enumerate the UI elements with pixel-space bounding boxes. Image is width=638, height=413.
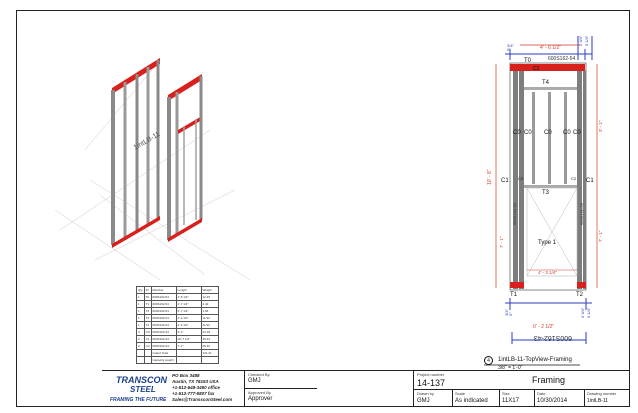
member-C0-b: C0 (524, 130, 532, 136)
cell-member: 600S162-33 (151, 336, 176, 343)
table-row (137, 336, 219, 343)
cell-member: 600S162-54 (151, 308, 176, 315)
cell-id: T4 (145, 323, 150, 327)
view-title[interactable]: 1intLB-11-TopView-Framing (498, 357, 572, 363)
left-lower-dim: 7' - 1" (499, 236, 504, 248)
address-line-1: PO Box 3488 (172, 373, 200, 378)
table-row (137, 315, 219, 322)
table-row (137, 322, 219, 329)
table-row (137, 308, 219, 315)
bottom-right-dim-a: 0 3/4" (580, 307, 585, 318)
member-C0-a: C0 (513, 130, 521, 136)
left-side-dim-a: 3/4" (507, 43, 514, 48)
height-dim-text: 10' - 8" (487, 169, 493, 185)
opening-type-label: Type 1 (538, 240, 557, 246)
member-C2-top: C2 (533, 66, 540, 72)
header-length: Length (176, 287, 201, 294)
stud-label-left: 600S162-33 (512, 203, 517, 225)
cell-member: Grand Total (151, 350, 176, 357)
cell-member: 600S162-54 (151, 315, 176, 322)
cell-length: 4'-5 1/2" (176, 294, 201, 301)
cell-qty (137, 357, 145, 364)
table-row (137, 343, 219, 350)
member-C0-d: C0 (563, 130, 571, 136)
cell-weight: 39.34 (201, 336, 218, 343)
bottom-track-T2[interactable] (577, 282, 586, 288)
table-row (137, 301, 219, 308)
cell-weight: 1.66 (201, 308, 218, 315)
stud-C0-2[interactable] (548, 92, 551, 184)
company-name: TRANSCON (116, 375, 167, 385)
company-tagline: FRAMING THE FUTURE (110, 397, 167, 403)
top-dim-text: 4' - 6 1/2" (540, 45, 562, 51)
track-T3[interactable] (524, 185, 577, 188)
stud-C0-3[interactable] (564, 92, 567, 184)
address-line-4: +1-512-777-5807 fax (172, 391, 215, 396)
cell-length: 4'-3 1/4" (176, 315, 201, 322)
cell-length: 4'-3 1/4" (176, 322, 201, 329)
cell-id (144, 350, 151, 357)
cell-length: 7'-1" (176, 343, 201, 350)
header-member: Member (151, 287, 176, 294)
header-qty: Qty (138, 288, 143, 292)
scale-value: As indicated (455, 398, 488, 404)
bottom-track-T1[interactable] (510, 282, 524, 288)
cell-weight: 23.18 (201, 329, 218, 336)
table-row (137, 294, 219, 301)
checked-by-label: Checked By (248, 372, 270, 377)
member-T4: T4 (542, 80, 550, 86)
parts-table-body (137, 287, 219, 364)
member-C0-e: C0 (573, 130, 581, 136)
member-T0: T0 (524, 58, 532, 64)
bottom-dimensions (505, 298, 592, 310)
cell-member: 600S162-33 (151, 329, 176, 336)
right-side-dim-a: 0 3/4" (578, 35, 583, 46)
view-number: 4 (484, 356, 493, 365)
parts-table-header (137, 287, 219, 294)
cell-qty: 1 (137, 308, 145, 315)
drawn-by-value: GMJ (417, 398, 430, 404)
stud-C2-right[interactable] (577, 71, 582, 289)
drawn-by-label: Drawn by (417, 391, 434, 396)
cell-id: T1 (145, 302, 150, 306)
drawing-number-label: Drawing number (587, 391, 617, 396)
cell-id (144, 357, 151, 364)
table-row (137, 357, 219, 364)
right-upper-dim: 3' - 1" (598, 120, 603, 132)
cell-id: T3 (145, 316, 150, 320)
right-side-dim-b: 0 1/4" (584, 35, 589, 46)
address-line-2: Austin, TX 78153 USA (172, 379, 219, 384)
cell-length (176, 357, 201, 364)
bottom-left-dim-b: 0" (508, 312, 513, 316)
cell-member: 600S162-54 (151, 301, 176, 308)
cell-length: 0'-7 1/4" (176, 308, 201, 315)
member-T3: T3 (542, 190, 550, 196)
member-C2-left-lbl: C2 (518, 176, 524, 181)
title-block (102, 370, 629, 406)
cell-qty: 2 (137, 343, 145, 350)
size-label: Size (502, 391, 510, 396)
right-lower-dim: 7' - 1" (598, 230, 603, 242)
cell-member: Capacity weight (151, 357, 176, 364)
cell-weight: 131.21 (201, 350, 218, 357)
left-side-dim-b: 0" (507, 47, 511, 52)
cell-weight: 11.92 (201, 322, 218, 329)
cell-length: 10'-7 1/2" (176, 336, 201, 343)
project-number-label: Project number (417, 372, 445, 377)
date-label: Date (537, 391, 546, 396)
cell-length: 3'-1" (176, 329, 201, 336)
cell-weight: 26.32 (201, 343, 218, 350)
project-number: 14-137 (417, 378, 446, 388)
drawing-title: Framing (532, 375, 566, 385)
member-T2: T2 (576, 292, 584, 298)
stud-C0-1[interactable] (532, 92, 535, 184)
address-line-3: +1-512-648-3460 office (172, 385, 220, 390)
table-row (137, 329, 219, 336)
parts-table (136, 286, 219, 364)
bottom-left-dim-a: 3/4" (504, 309, 509, 316)
address-line-5: Sales@TranssconSteel.com (172, 397, 233, 402)
cell-id: C2 (145, 344, 150, 348)
drawing-number-value: 1intLB-11 (587, 398, 609, 404)
table-row (137, 350, 219, 357)
stud-label-right: 600S162-33 (579, 203, 584, 225)
bottom-right-dim-b: 0 1/4" (586, 307, 591, 318)
cell-qty: 4 (137, 329, 145, 336)
cell-qty: 1 (137, 294, 145, 301)
member-T1: T1 (510, 292, 518, 298)
member-C1-right: C1 (586, 178, 594, 184)
track-T4[interactable] (524, 87, 577, 90)
cell-id: C1 (145, 337, 150, 341)
view-scale: 3/8" = 1'-0" (498, 365, 523, 371)
header-id: ID (144, 287, 151, 294)
cell-member: 600S162-54 (151, 322, 176, 329)
date-value: 10/30/2014 (537, 398, 568, 404)
size-value: 11X17 (502, 398, 519, 404)
checked-approved-cell (244, 371, 316, 407)
cell-qty (137, 350, 145, 357)
top-track-T0[interactable] (510, 64, 585, 71)
cell-member: 600S162-33 (151, 343, 176, 350)
bottom-dim-text: 0' - 2 1/2" (533, 324, 555, 330)
header-dim-text: 4' - 3 1/4" (538, 270, 557, 275)
cell-length: 1'-7 1/4" (176, 301, 201, 308)
checked-by-value: GMJ (248, 378, 261, 384)
approved-by-label: Approved By (248, 390, 271, 395)
cell-qty: 1 (137, 315, 145, 322)
cell-qty: 2 (137, 336, 145, 343)
cell-id: T2 (145, 309, 150, 313)
member-C2-right-lbl: C2 (571, 176, 577, 181)
cell-weight: 12.45 (201, 294, 218, 301)
approved-by-value: Approver (248, 396, 273, 402)
model-wall-tag: 1intLB-11 (132, 130, 162, 152)
cell-weight: 11.92 (201, 315, 218, 322)
cell-length (176, 350, 201, 357)
scale-label: Scale (455, 391, 466, 396)
member-C0-c: C0 (544, 130, 552, 136)
member-C1-left: C1 (501, 178, 509, 184)
top-track-label: 600S162-54 (548, 56, 576, 62)
cell-weight (201, 357, 218, 364)
cell-id: T0 (145, 295, 150, 299)
cell-qty: 1 (137, 322, 145, 329)
project-cell (413, 371, 629, 407)
bottom-track-mirrored-label: 600S162-43 (533, 334, 572, 341)
cell-weight: 4.42 (201, 301, 218, 308)
company-name-2: STEEL (130, 385, 156, 394)
cell-id: C0 (145, 330, 150, 334)
header-weight: Weight (201, 287, 218, 294)
cell-member: 600S162-54 (151, 294, 176, 301)
cell-qty: 1 (137, 301, 145, 308)
